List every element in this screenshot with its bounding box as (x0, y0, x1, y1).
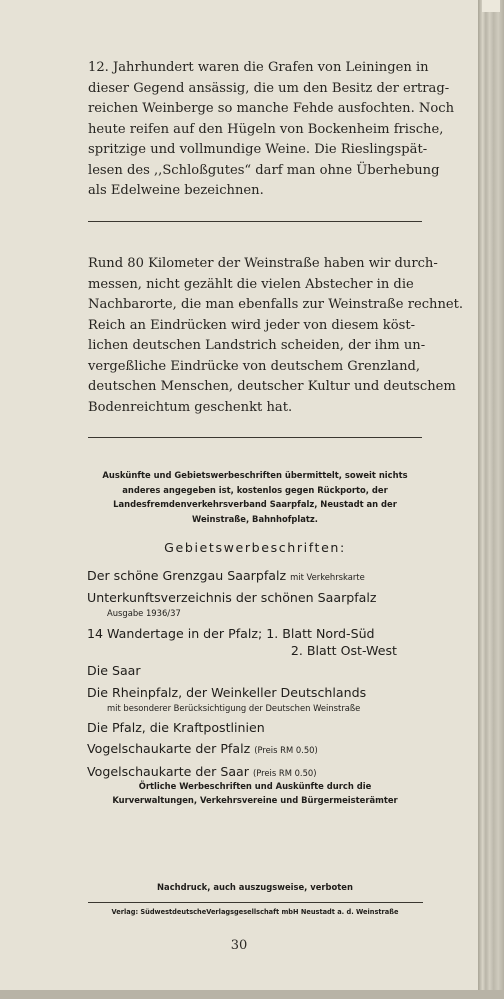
list-item: 14 Wandertage in der Pfalz; 1. Blatt Nord-Süd (87, 626, 375, 641)
bottom-edge (0, 990, 504, 999)
text-line: Reich an Eindrücken wird jeder von diesem köst- (88, 317, 416, 333)
item-title: Der schöne Grenzgau Saarpfalz (87, 568, 287, 583)
text-line: dieser Gegend ansässig, die um den Besitz der ertrag- (88, 80, 450, 96)
text-line: messen, nicht gezählt die vielen Abstecher in die (88, 276, 414, 292)
text-line: vergeßliche Eindrücke von deutschem Grenzland, (88, 358, 421, 374)
text-line: anderes angegeben ist, kostenlos gegen Rückporto, der (122, 484, 388, 495)
text-line: Bodenreichtum geschenkt hat. (88, 399, 293, 415)
item-note: mit besonderer Berücksichtigung der Deutschen Weinstraße (107, 703, 361, 713)
brochure-list (87, 566, 427, 783)
text-line: Auskünfte und Gebietswerbeschriften übermittelt, soweit nichts (102, 470, 408, 480)
text-line: Örtliche Werbeschriften und Auskünfte durch die (138, 781, 372, 791)
text-line: spritzige und vollmundige Weine. Die Rieslingspät- (88, 142, 428, 157)
list-item (87, 566, 427, 587)
list-item (87, 739, 427, 760)
list-item: Die Pfalz, die Kraftpostlinien (87, 720, 265, 735)
list-item-continuation: 2. Blatt Ost-West (290, 643, 397, 658)
page-edge (478, 0, 504, 999)
text-line: Landesfremdenverkehrsverband Saarpfalz, Neustadt an der (113, 499, 397, 509)
text-line: Kurverwaltungen, Verkehrsvereine und Bürgermeisterämter (112, 795, 398, 805)
section-heading: Gebietswerbeschriften: (164, 540, 346, 555)
text-line: Nachbarorte, die man ebenfalls zur Weinstraße rechnet. (88, 297, 464, 312)
page-number: 30 (230, 938, 248, 953)
divider-rule (88, 221, 422, 222)
footer-rule (88, 902, 423, 903)
item-title: Vogelschaukarte der Saar (87, 764, 249, 779)
text-line: Weinstraße, Bahnhofplatz. (192, 513, 318, 524)
publisher-line: Verlag: SüdwestdeutscheVerlagsgesellschaft mbH Neustadt a. d. Weinstraße (111, 908, 399, 916)
paragraph-weinstrasse (88, 254, 464, 418)
list-item: Die Rheinpfalz, der Weinkeller Deutschlands (87, 685, 367, 700)
text-line: lichen deutschen Landstrich scheiden, der ihm un- (88, 338, 426, 353)
text-line: lesen des ,,Schloßgutes“ darf man ohne Überhebung (88, 162, 440, 178)
text-line: deutschen Menschen, deutscher Kultur und deutschem (88, 379, 456, 394)
divider-rule (88, 437, 422, 438)
list-item: Unterkunftsverzeichnis der schönen Saarpfalz (87, 590, 377, 605)
item-price: (Preis RM 0.50) (252, 768, 317, 778)
local-notice (80, 779, 430, 807)
item-note: Ausgabe 1936/37 (107, 608, 181, 618)
item-title: Vogelschaukarte der Pfalz (87, 741, 251, 756)
page-corner (482, 0, 500, 12)
list-item: Die Saar (87, 663, 141, 678)
text-line: heute reifen auf den Hügeln von Bockenheim frische, (88, 121, 444, 137)
info-notice (80, 468, 430, 526)
item-note: mit Verkehrskarte (290, 572, 365, 582)
text-line: reichen Weinberge so manche Fehde ausfochten. Noch (88, 101, 455, 116)
paragraph-leiningen (88, 58, 455, 202)
item-price: (Preis RM 0.50) (254, 745, 318, 755)
copyright-notice: Nachdruck, auch auszugsweise, verboten (157, 882, 353, 892)
text-line: Rund 80 Kilometer der Weinstraße haben wir durch- (88, 256, 438, 271)
text-line: 12. Jahrhundert waren die Grafen von Leiningen in (88, 60, 429, 75)
text-line: als Edelweine bezeichnen. (88, 183, 264, 198)
